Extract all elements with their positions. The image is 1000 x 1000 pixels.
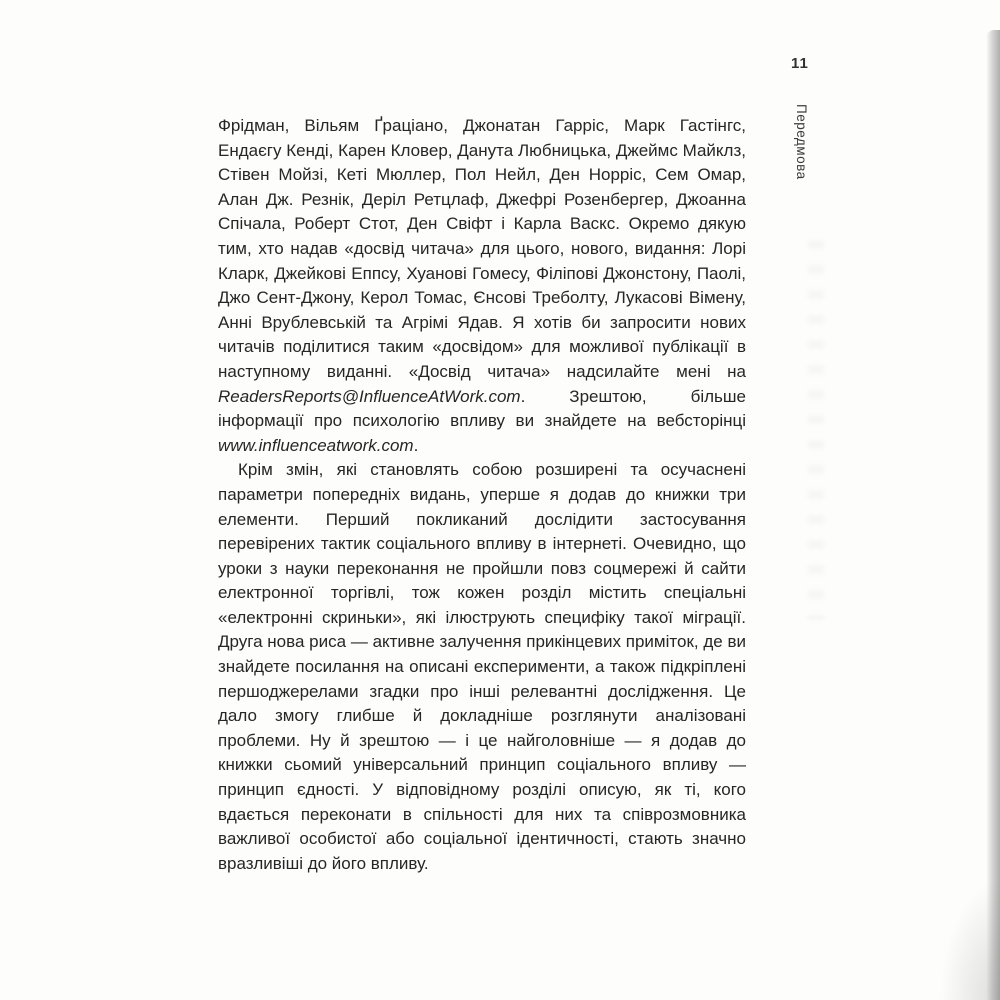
text-segment: . [413, 435, 419, 455]
chapter-margin-label: Передмова [794, 104, 809, 180]
text-segment: . Зрештою, більше інформації про психологію впливу ви знайдете на вебсторінці [218, 386, 746, 431]
page-number: 11 [791, 55, 809, 72]
printed-address-text: www.influenceatwork.com [218, 435, 414, 455]
paragraph [218, 458, 746, 876]
page-edge-shadow [986, 30, 1000, 1000]
text-segment: Фрідман, Вільям Ґраціано, Джонатан Гарріс, Марк Гастінгс, Ендаєгу Кенді, Карен Кловер, Данута Любницька, Джеймс Майклз, Стівен Мойзі, Кеті Мюллер, Пол Нейл, Ден Норріс, Сем Омар, Алан Дж. Резнік, Деріл Ретцлаф, Джефрі Розенбергер, Джоанна Спічала, Роберт Стот, Ден Свіфт і Карла Васкс. Окремо дякую тим, хто надав «досвід читача» для цього, нового, видання: Лорі Кларк, Джейкові Еппсу, Хуанові Гомесу, Філіпові Джонстону, Паолі, Джо Сент-Джону, Керол Томас, Єнсові Треболту, Лукасові Вімену, Анні Врублевській та Агрімі Ядав. Я хотів би запросити нових читачів поділитися таким «досвідом» для можливої публікації в наступному виданні. «Досвід читача» надсилайте мені на [218, 116, 746, 381]
body-text [218, 114, 746, 876]
paragraph [218, 114, 746, 458]
page-corner-shade [940, 880, 1000, 1000]
printed-address-text: ReadersReports@InfluenceAtWork.com [218, 386, 521, 406]
scan-bleed-artifact [808, 240, 824, 620]
text-segment: Крім змін, які становлять собою розширені та осучаснені параметри попередніх видань, уперше я додав до книжки три елементи. Перший покликаний дослідити застосування перевірених тактик соціального впливу в інтернеті. Очевидно, що уроки з науки переконання не пройшли повз соцмережі й сайти електронної торгівлі, тож кожен розділ містить спеціальні «електронні скриньки», які ілюструють специфіку такої міграції. Друга нова риса — активне залучення прикінцевих приміток, де ви знайдете посилання на описані експерименти, а також підкріплені першоджерелами згадки про інші релевантні дослідження. Це дало змогу глибше й докладніше розглянути аналізовані проблеми. Ну й зрештою — і це найголовніше — я додав до книжки сьомий універсальний принцип соціального впливу — принцип єдності. У відповідному розділі описую, як ті, кого вдається переконати в спільності для них та співрозмовника важливої особистої або соціальної ідентичності, стають значно вразливіші до його впливу. [218, 460, 746, 873]
